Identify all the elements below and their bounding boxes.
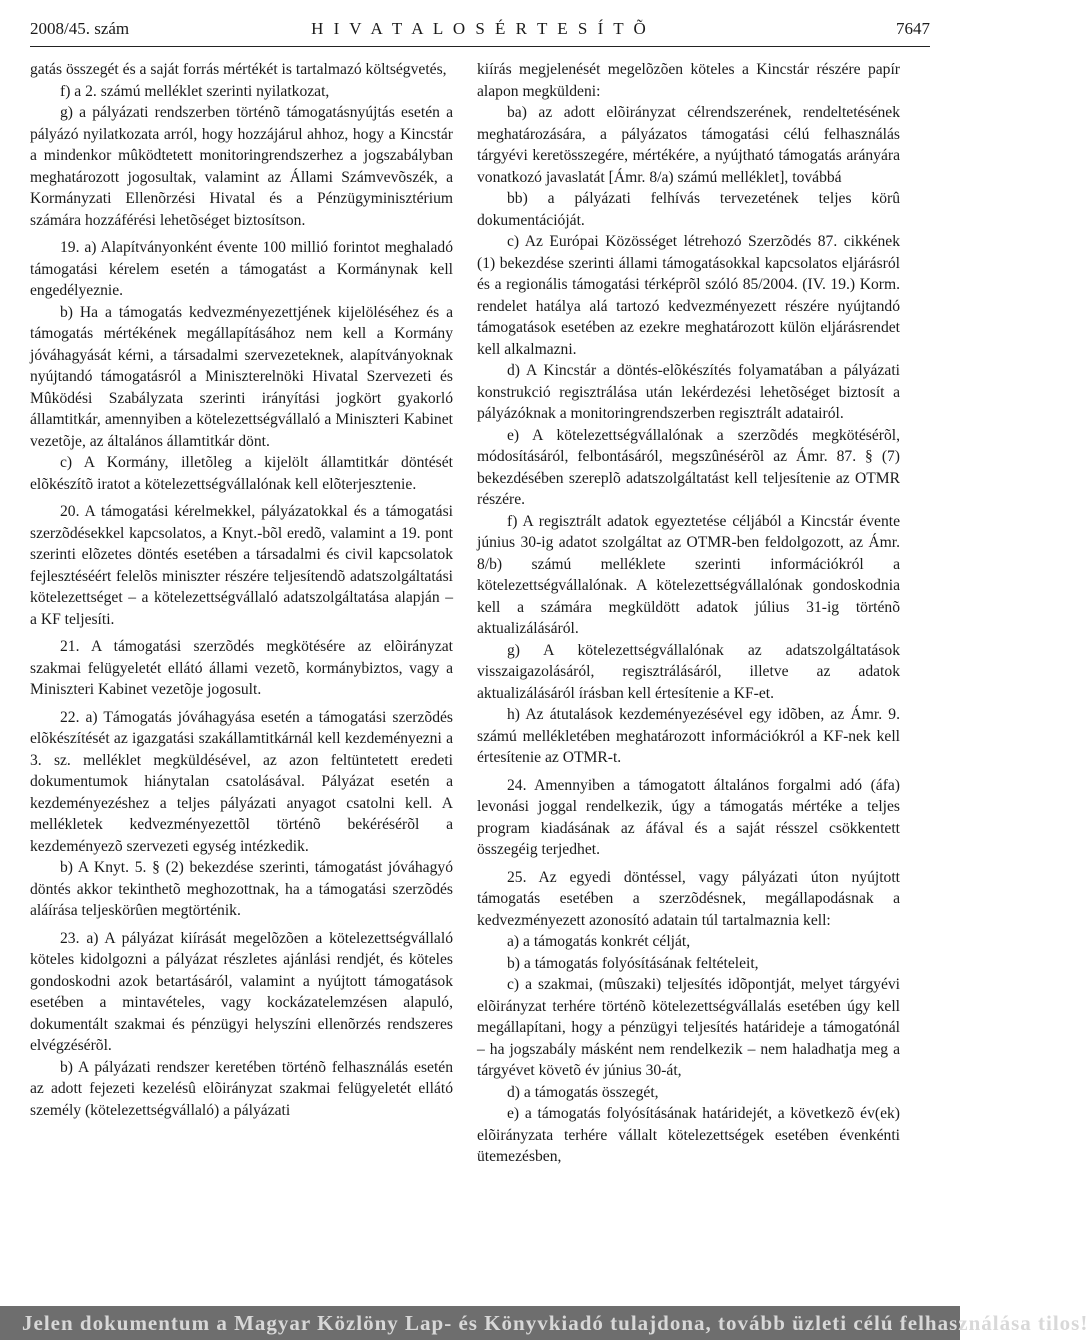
paragraph: b) Ha a támogatás kedvezményezettjének kijelöléséhez és a támogatás mértékének megállapításához nem kell a Kormány jóváhagyását kérni, a társadalmi szervezeteknek, alapítványoknak nyújtandó támogatásról a Miniszterelnöki Hivatal Szervezeti és Mûködési Szabályzata szerinti irányítási jogkört gyakorló államtitkár, amennyiben a kötelezettségvállaló a Miniszteri Kabinet vezetõje, az általános államtitkár dönt. <box>30 303 453 450</box>
running-header <box>30 18 930 48</box>
paragraph: b) A pályázati rendszer keretében történõ felhasználás esetén az adott fejezeti kezelésû elõirányzat szakmai felügyeletét ellátó személy (kötelezettségvállaló) a pályázati <box>30 1058 453 1119</box>
right-column <box>477 59 900 1168</box>
paragraph: f) a 2. számú melléklet szerinti nyilatkozat, <box>60 82 330 100</box>
issue-number: 2008/45. szám <box>30 19 130 38</box>
paragraph: 19. a) Alapítványonként évente 100 millió forintot meghaladó támogatási kérelem esetén a támogatást a Kormánynak kell engedélyeznie. <box>30 239 453 299</box>
paragraph: b) a támogatás folyósításának feltételeit, <box>507 954 759 972</box>
paragraph: 25. Az egyedi döntéssel, vagy pályázati úton nyújtott támogatás esetében a szerzõdésnek, megállapodásnak a kedvezményezett azonosító adatain túl tartalmaznia kell: <box>477 868 900 929</box>
left-column <box>30 59 453 1121</box>
watermark-text: Jelen dokumentum a Magyar Közlöny Lap- és Könyvkiadó tulajdona, tovább üzleti célú felhasználása tilos! <box>22 1311 1088 1335</box>
paragraph: e) A kötelezettségvállalónak a szerzõdés megkötésérõl, módosításáról, felbontásáról, megszûnésérõl az Ámr. 87. § (7) bekezdésében szereplõ adatszolgáltatást kell teljesítenie az OTMR részére. <box>477 426 900 508</box>
journal-title: H I V A T A L O S É R T E S Í T Õ <box>311 19 649 38</box>
paragraph: bb) a pályázati felhívás tervezetének teljes körû dokumentációját. <box>477 190 900 229</box>
paragraph: ba) az adott elõirányzat célrendszerének, rendeltetésének meghatározására, a pályázatos támogatási célú felhasználás tárgyévi keretösszegére, mértékére, a nyújtható támogatás arányára vonatkozó javaslatát [Ámr. 8/a) számú melléklet], továbbá <box>477 104 900 186</box>
paragraph: a) a támogatás konkrét célját, <box>507 933 691 950</box>
paragraph: c) Az Európai Közösséget létrehozó Szerzõdés 87. cikkének (1) bekezdése szerinti állami támogatásokkal kapcsolatos eljárásról és a regionális támogatási térképrõl szóló 85/2004. (IV. 19.) Korm. rendelet hatálya alá tartozó kedvezményezett részére nyújtandó támogatások esetében az ezekre meghatározott külön eljárásrendet kell alkalmazni. <box>477 233 900 358</box>
page-number: 7647 <box>896 19 930 38</box>
paragraph: e) a támogatás folyósításának határidejét, a következõ év(ek) elõirányzata terhére vállalt kötelezettségek esetében évenkénti ütemezésben, <box>477 1105 900 1165</box>
paragraph: c) a szakmai, (mûszaki) teljesítés idõpontját, melyet tárgyévi elõirányzat terhére történõ kötelezettségvállalás esetében úgy kell megállapítani, hogy a pénzügyi teljesítés határideje a támogatónál – ha jogszabály másként nem rendelkezik – nem haladhatja meg a tárgyévet követõ év június 30-át, <box>477 976 900 1079</box>
paragraph: 22. a) Támogatás jóváhagyása esetén a támogatási szerzõdés elõkészítését az igazgatási szakállamtitkárnál kell kezdeményezni a 3. sz. melléklet megküldésével, az azon feltüntetett eredeti dokumentumok hiánytalan csatolásával. Pályázat esetén a kezdeményezéshez a teljes pályázati anyagot csatolni kell. A mellékletek kedvezményezettõl történõ bekérésérõl a kezdeményezõ szervezeti egység intézkedik. <box>30 708 453 855</box>
paragraph: 23. a) A pályázat kiírását megelõzõen a kötelezettségvállaló köteles kidolgozni a pályázat részletes ajánlási rendjét, és köteles gondoskodni azok betartásáról, valamint a nyújtott támogatások esetében a mintavételes, vagy kockázatelemzésen alapuló, dokumentált szakmai és pénzügyi helyszíni ellenõrzés rendszeres elvégzésérõl. <box>30 929 453 1054</box>
paragraph: kiírás megjelenését megelõzõen köteles a Kincstár részére papír alapon megküldeni: <box>477 61 900 100</box>
paragraph: d) A Kincstár a döntés-elõkészítés folyamatában a pályázati konstrukció regisztrálása után lekérdezési lehetõséget biztosít a pályázóknak a monitoringrendszerben regisztrált adatairól. <box>477 362 900 422</box>
paragraph: h) Az átutalások kezdeményezésével egy idõben, az Ámr. 9. számú mellékletében meghatározott információkról a KF-nek kell értesítenie az OTMR-t. <box>477 706 900 766</box>
paragraph: g) a pályázati rendszerben történõ támogatásnyújtás esetén a pályázó nyilatkozata arról, hogy hozzájárul ahhoz, hogy a Kincstár a mindenkor mûködtetett monitoringrendszerhez a jogszabályban meghatározott jogosultak, valamint az Állami Számvevõszék, a Kormányzati Ellenõrzési Hivatal és a Pénzügyminisztérium számára hozzáférési lehetõséget biztosítson. <box>30 104 453 229</box>
paragraph: b) A Knyt. 5. § (2) bekezdése szerinti, támogatást jóváhagyó döntés akkor tekinthetõ meghozottnak, ha a támogatási szerzõdés aláírása teljeskörûen megtörténik. <box>30 859 453 919</box>
paragraph: 21. A támogatási szerzõdés megkötésére az elõirányzat szakmai felügyeletét ellátó állami vezetõ, kormánybiztos, vagy a Miniszteri Kabinet vezetõje jogosult. <box>30 638 453 698</box>
paragraph: gatás összegét és a saját forrás mértékét is tartalmazó költségvetés, <box>30 61 447 78</box>
paragraph: g) A kötelezettségvállalónak az adatszolgáltatások visszaigazolásáról, regisztrálásáról, illetve az adatok aktualizálásáról írásban kell értesítenie a KF-et. <box>477 641 900 702</box>
paragraph: 20. A támogatási kérelmekkel, pályázatokkal és a támogatási szerzõdésekkel kapcsolatos, a Knyt.-bõl eredõ, valamint a 19. pont szerinti elõzetes döntés esetében a társadalmi és civil kapcsolatok fejlesztéséért felelõs miniszter részére teljesítendõ adatszolgáltatási kötelezettséget – a kötelezettségvállaló adatszolgáltatása alapján – a KF teljesíti. <box>30 503 453 628</box>
paragraph: c) A Kormány, illetõleg a kijelölt államtitkár döntését elõkészítõ iratot a kötelezettségvállalónak kell elõterjesztenie. <box>30 454 453 493</box>
paragraph: 24. Amennyiben a támogatott általános forgalmi adó (áfa) levonási joggal rendelkezik, úgy a támogatás mértéke a teljes program kiadásának az áfával és a saját résszel csökkentett összegéig terjedhet. <box>477 776 900 858</box>
paragraph: d) a támogatás összegét, <box>507 1083 659 1101</box>
header-rule <box>30 46 930 47</box>
watermark-banner <box>0 1306 1088 1340</box>
paragraph: f) A regisztrált adatok egyeztetése céljából a Kincstár évente június 30-ig adatot szolgáltat az OTMR-ben feldolgozott, az Ámr. 8/b) számú melléklete szerinti információkról a kötelezettségvállalónak. A kötelezettségvállalónak gondoskodnia kell a számára megküldött adatok július 31-ig történõ aktualizálásáról. <box>477 512 900 637</box>
